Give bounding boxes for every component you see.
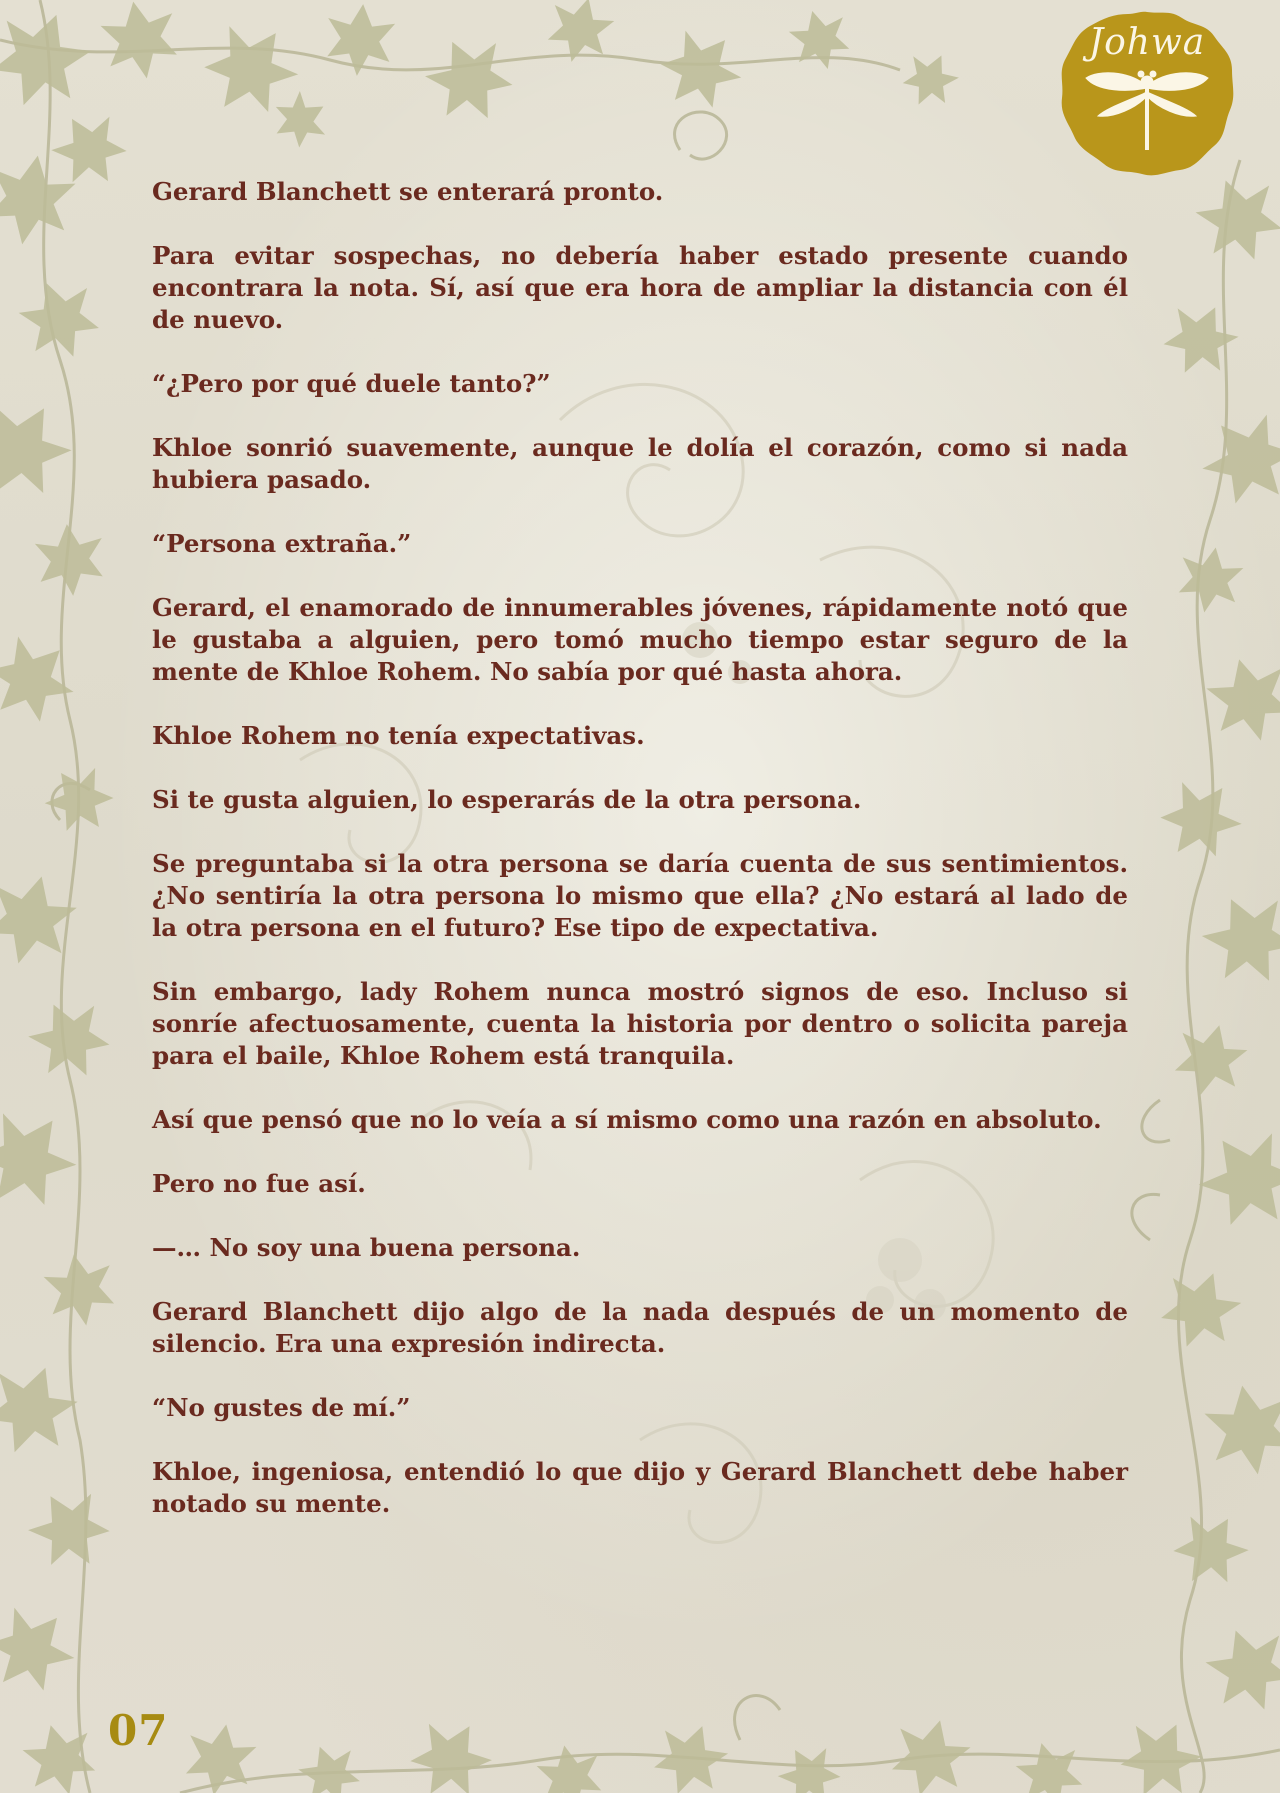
paragraph: Gerard Blanchett dijo algo de la nada después de un momento de silencio. Era una expresión indirecta. xyxy=(152,1297,1128,1358)
paragraph: Gerard Blanchett se enterará pronto. xyxy=(152,177,664,206)
paragraph: Khloe sonrió suavemente, aunque le dolía el corazón, como si nada hubiera pasado. xyxy=(152,433,1128,494)
paragraph: Sin embargo, lady Rohem nunca mostró signos de eso. Incluso si sonríe afectuosamente, cuenta la historia por dentro o solicita pareja para el baile, Khloe Rohem está tranquila. xyxy=(152,977,1128,1070)
paragraph: Así que pensó que no lo veía a sí mismo como una razón en absoluto. xyxy=(152,1105,1102,1134)
paragraph: Khloe Rohem no tenía expectativas. xyxy=(152,721,645,750)
paragraph: “Persona extraña.” xyxy=(152,529,412,558)
paragraph: Gerard, el enamorado de innumerables jóvenes, rápidamente notó que le gustaba a alguien, pero tomó mucho tiempo estar seguro de la mente de Khloe Rohem. No sabía por qué hasta ahora. xyxy=(152,593,1128,686)
paragraph: “¿Pero por qué duele tanto?” xyxy=(152,369,551,398)
paragraph: “No gustes de mí.” xyxy=(152,1393,411,1422)
paragraph: Pero no fue así. xyxy=(152,1169,366,1198)
paragraph: Khloe, ingeniosa, entendió lo que dijo y Gerard Blanchett debe haber notado su mente. xyxy=(152,1457,1128,1518)
page-number: 07 xyxy=(108,1706,169,1755)
logo-text: Johwa xyxy=(1088,22,1206,63)
paragraph: Se preguntaba si la otra persona se daría cuenta de sus sentimientos. ¿No sentiría la otra persona lo mismo que ella? ¿No estará al lado de la otra persona en el futuro? Ese tipo de expectativa. xyxy=(152,849,1128,942)
paragraph: —… No soy una buena persona. xyxy=(152,1233,581,1262)
johwa-logo xyxy=(1058,8,1236,178)
paragraph: Para evitar sospechas, no debería haber estado presente cuando encontrara la nota. Sí, así que era hora de ampliar la distancia con él de nuevo. xyxy=(152,241,1128,334)
paragraph: Si te gusta alguien, lo esperarás de la otra persona. xyxy=(152,785,862,814)
chapter-text xyxy=(152,176,1128,1552)
